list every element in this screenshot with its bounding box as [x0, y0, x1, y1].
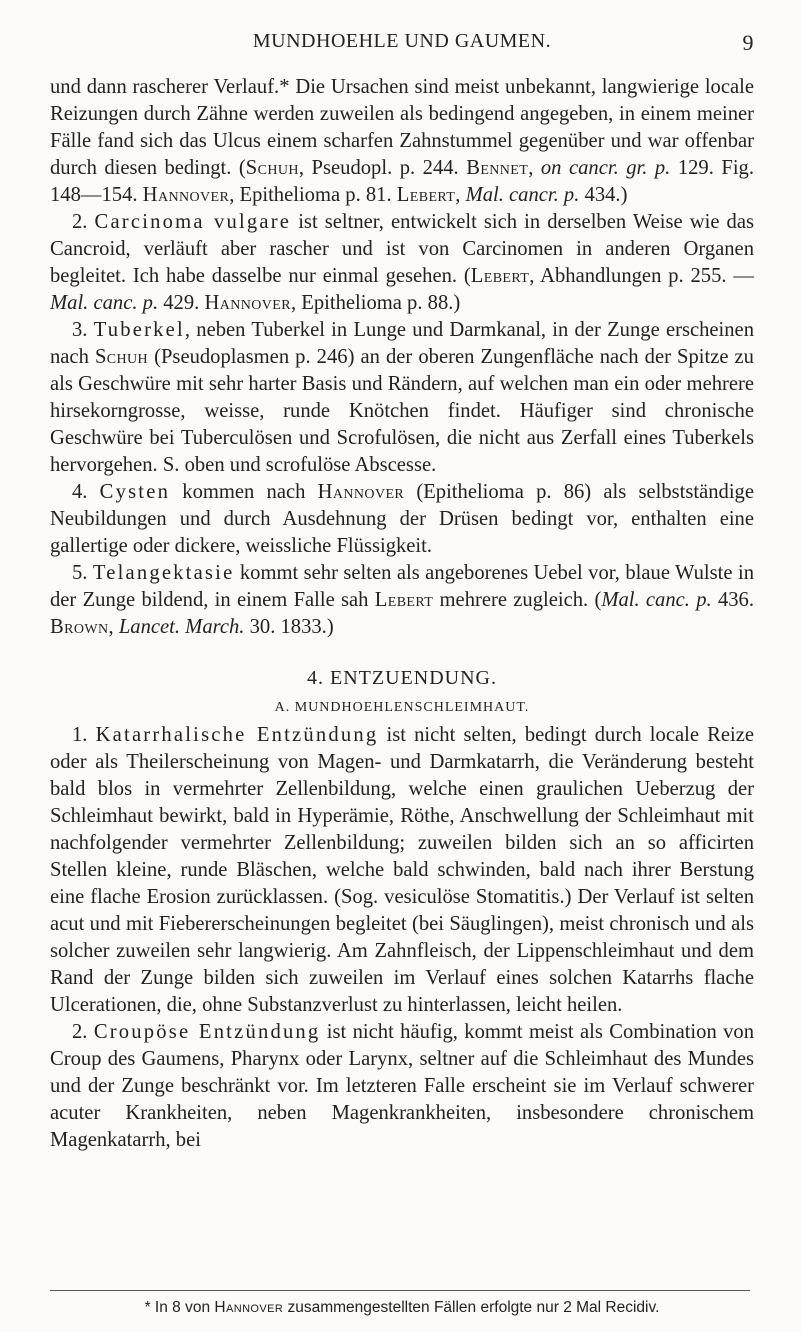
paragraph-cysten: 4. Cysten kommen nach Hannover (Epithelioma p. 86) als selbstständige Neubildungen und durch Ausdehnung der Drüsen bedingt vor, enthalten eine gallertige oder dickere, weissliche Flüssigkeit. [50, 481, 754, 557]
paragraph-croupoese: 2. Croupöse Entzündung ist nicht häufig, kommt meist als Combination von Croup des Gaumens, Pharynx oder Larynx, seltner auf die Schleimhaut des Mundes und der Zunge beschränkt vor. Im letzteren Falle erscheint sie im Verlauf schwerer acuter Krankheiten, neben Magenkrankheiten, insbesondere chronischem Magenkatarrh, bei [50, 1021, 754, 1151]
term-heading: Cysten [99, 481, 171, 503]
author-name: Hannover [142, 184, 230, 206]
citation: Mal. canc. p. [601, 589, 712, 611]
author-name: Hannover [214, 1299, 284, 1316]
paragraph-tuberkel: 3. Tuberkel, neben Tuberkel in Lunge und Darmkanal, in der Zunge erscheinen nach Schuh (Pseudoplasmen p. 246) an der oberen Zungenfläche nach der Spitze zu als Geschwüre mit sehr harter Basis und Rändern, auf welchen man ein oder mehrere hirsekorngrosse, weisse, runde Knötchen findet. Häufiger sind chronische Geschwüre bei Tuberculösen und Scrofulösen, die nicht aus Zerfall eines Tuberkels hervorgehen. S. oben und scrofulöse Abscesse. [50, 319, 754, 476]
page-number: 9 [742, 30, 754, 55]
footnote: * In 8 von Hannover zusammengestellten Fällen erfolgte nur 2 Mal Recidiv. [144, 1299, 660, 1316]
citation: Mal. cancr. p. [465, 184, 580, 206]
author-name: Bennet [466, 157, 529, 179]
paragraph-ulcus-intro: und dann rascherer Verlauf.* Die Ursachen sind meist unbekannt, langwierige locale Reizungen durch Zähne werden zuweilen als bedingend angegeben, in einem meiner Fälle fand sich das Ulcus einem scharfen Zahnstummel gegenüber und war offenbar durch diesen bedingt. (Schuh, Pseudopl. p. 244. Bennet, on cancr. gr. p. 129. Fig. 148—154. Hannover, Epithelioma p. 81. Lebert, Mal. cancr. p. 434.) [50, 76, 754, 206]
author-name: Lebert [374, 589, 434, 611]
footnote-rule [50, 1290, 750, 1291]
paragraph-telangektasie: 5. Telangektasie kommt sehr selten als angeborenes Uebel vor, blaue Wulste in der Zunge bildend, in einem Falle sah Lebert mehrere zugleich. (Mal. canc. p. 436. Brown, Lancet. March. 30. 1833.) [50, 562, 754, 638]
running-head [50, 30, 754, 60]
term-heading: Croupöse Entzündung [93, 1021, 321, 1043]
citation: on cancr. gr. p. [540, 157, 671, 179]
author-name: Brown [50, 616, 109, 638]
citation: Lancet. March. [118, 616, 245, 638]
author-name: Schuh [245, 157, 299, 179]
author-name: Lebert [470, 265, 530, 287]
term-heading: Katarrhalische Entzündung [95, 724, 379, 746]
author-name: Schuh [94, 346, 149, 368]
term-heading: Tuberkel [93, 319, 185, 341]
author-name: Lebert [396, 184, 456, 206]
term-heading: Telangektasie [92, 562, 235, 584]
subsection-title: A. MUNDHOEHLENSCHLEIMHAUT. [274, 700, 530, 715]
author-name: Hannover [317, 481, 405, 503]
citation: Mal. canc. p. [50, 292, 159, 314]
term-heading: Carcinoma vulgare [94, 211, 292, 233]
paragraph-carcinoma: 2. Carcinoma vulgare ist seltner, entwickelt sich in derselben Weise wie das Cancroid, verläuft aber rascher und ist von Carcinomen in anderen Organen begleitet. Ich habe dasselbe nur einmal gesehen. (Lebert, Abhandlungen p. 255. — Mal. canc. p. 429. Hannover, Epithelioma p. 88.) [50, 211, 755, 314]
paragraph-katarrhalische: 1. Katarrhalische Entzündung ist nicht selten, bedingt durch locale Reize oder als Theilerscheinung von Magen- und Darmkatarrh, die Veränderung besteht bald blos in vermehrter Zellenbildung, welche einen graulichen Ueberzug der Schleimhaut bewirkt, bald in Hyperämie, Röthe, Anschwellung der Schleimhaut mit nachfolgender vermehrter Zellenbildung; zuweilen bilden sich an so afficirten Stellen kleine, runde Bläschen, welche bald schwinden, bald nach ihrer Berstung eine flache Erosion zurücklassen. (Sog. vesiculöse Stomatitis.) Der Verlauf ist selten acut und mit Fiebererscheinungen begleitet (bei Säuglingen), meist chronisch und als solcher zuweilen sehr langwierig. Am Zahnfleisch, der Lippenschleimhaut und dem Rand der Zunge bilden sich zuweilen im Verlauf eines solchen Katarrhs flache Ulcerationen, die, ohne Substanzverlust zu hinterlassen, leicht heilen. [50, 724, 755, 1016]
running-title: MUNDHOEHLE UND GAUMEN. [252, 30, 552, 52]
author-name: Hannover [204, 292, 291, 314]
section-title: 4. ENTZUENDUNG. [307, 667, 497, 689]
